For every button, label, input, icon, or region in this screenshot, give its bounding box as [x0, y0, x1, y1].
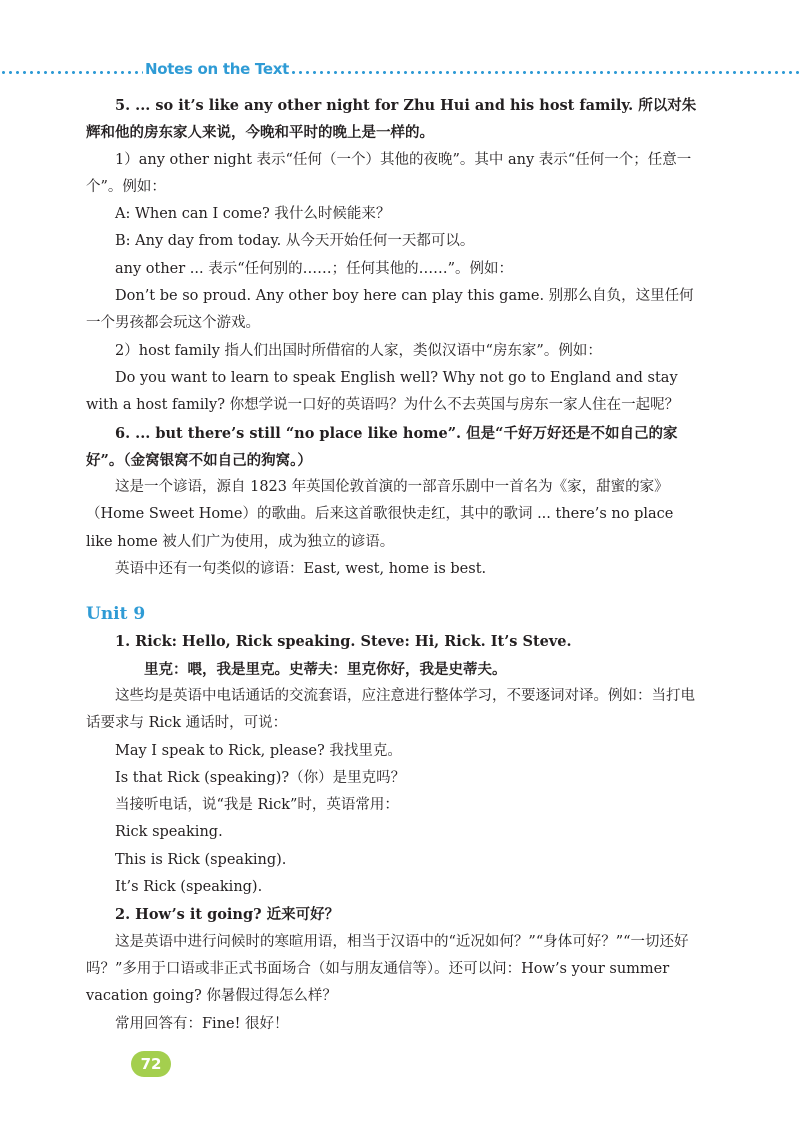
section-title: Notes on the Text	[145, 60, 289, 78]
note-5-example-1: A: When can I come? 我什么时候能来？	[115, 206, 391, 223]
unit-9-note-2-paragraph-1: 这是英语中进行问候时的寒暄用语，相当于汉语中的“近况如何？”“身体可好？”“一切还好吗？”多用于口语或非正式书面场合（如与朋友通信等）。还可以问：How’s your summer vacation going? 你暑假过得怎么样？	[86, 933, 689, 1005]
header-dotted-rule-left	[0, 71, 143, 74]
header-dotted-rule-right	[290, 71, 800, 74]
unit-9-note-1-example-1: May I speak to Rick, please? 我找里克。	[115, 742, 402, 759]
note-6-paragraph-1: 这是一个谚语，源自 1823 年英国伦敦首演的一部音乐剧中一首名为《家，甜蜜的家》（Home Sweet Home）的歌曲。后来这首歌很快走红，其中的歌词 ... there’s no place like home 被人们广为使用，成为独立的谚语。	[86, 479, 674, 550]
unit-9-note-1-translation: 里克：喂，我是里克。史蒂夫：里克你好，我是史蒂夫。	[144, 660, 507, 678]
unit-9-note-1-paragraph-2: 当接听电话，说“我是 Rick”时，英语常用：	[115, 797, 399, 814]
note-5-paragraph-1: 1）any other night 表示“任何（一个）其他的夜晚”。其中 any 表示“任何一个；任意一个”。例如：	[86, 151, 692, 195]
note-6-paragraph-2: 英语中还有一句类似的谚语：East, west, home is best.	[115, 561, 487, 578]
note-5-paragraph-2: any other ... 表示“任何别的……；任何其他的……”。例如：	[115, 260, 514, 277]
note-5-example-4: Do you want to learn to speak English well? Why not go to England and stay with a host family? 你想学说一口好的英语吗？为什么不去英国与房东一家人住在一起呢？	[86, 369, 680, 414]
note-5-paragraph-3: 2）host family 指人们出国时所借宿的人家，类似汉语中“房东家”。例如：	[115, 342, 602, 359]
unit-9-note-1-example-5: It’s Rick (speaking).	[115, 879, 263, 896]
unit-9-note-1-example-2: Is that Rick (speaking)?（你）是里克吗？	[115, 769, 406, 786]
page-number-badge: 72	[131, 1051, 171, 1077]
page-header	[0, 56, 800, 86]
note-5-example-2: B: Any day from today. 从今天开始任何一天都可以。	[115, 233, 475, 250]
unit-9-title: Unit 9	[86, 604, 146, 625]
unit-9-note-1-heading: 1. Rick: Hello, Rick speaking. Steve: Hi, Rick. It’s Steve.	[115, 633, 572, 651]
unit-9-note-1-paragraph-1: 这些均是英语中电话通话的交流套语，应注意进行整体学习，不要逐词对译。例如：当打电话要求与 Rick 通话时，可说：	[86, 687, 695, 732]
unit-9-note-2-heading: 2. How’s it going? 近来可好？	[115, 906, 340, 924]
unit-9-note-2-paragraph-2: 常用回答有：Fine! 很好！	[115, 1015, 289, 1032]
note-5-example-3: Don’t be so proud. Any other boy here can play this game. 别那么自负，这里任何一个男孩都会玩这个游戏。	[86, 288, 694, 332]
notes-body	[86, 92, 700, 1038]
note-6-heading: 6. ... but there’s still “no place like home”. 但是“千好万好还是不如自己的家好”。（金窝银窝不如自己的狗窝。）	[86, 424, 678, 469]
unit-9-note-1-example-3: Rick speaking.	[115, 824, 223, 841]
note-5-heading: 5. ... so it’s like any other night for Zhu Hui and his host family. 所以对朱辉和他的房东家人来说，今晚和平时的晚上是一样的。	[86, 97, 697, 142]
unit-9-note-1-example-4: This is Rick (speaking).	[115, 851, 287, 868]
